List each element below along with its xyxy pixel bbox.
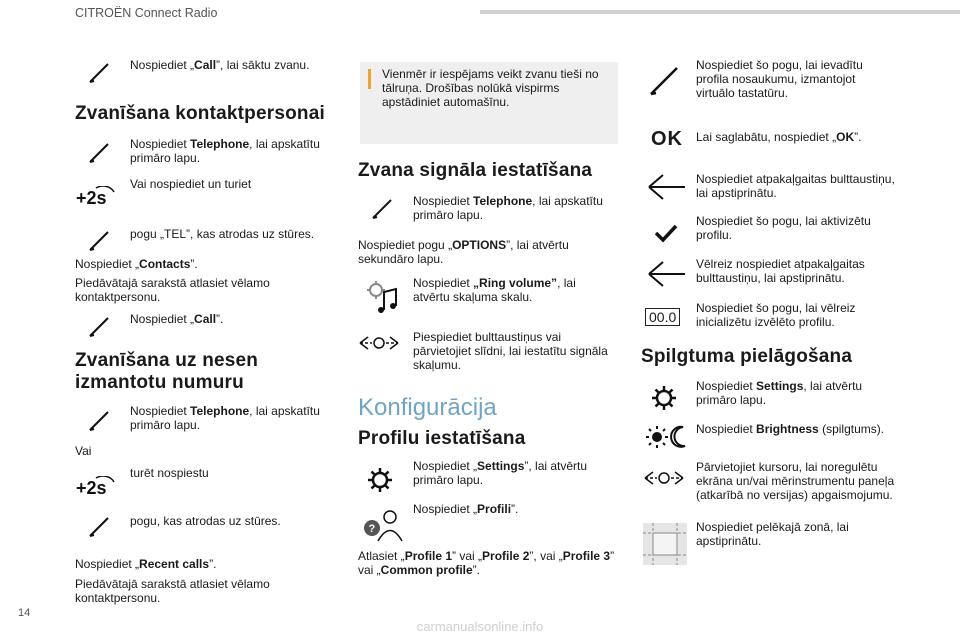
text-button-steering: pogu, kas atrodas uz stūres. [130, 514, 281, 528]
text-press-call: Nospiediet „Call”, lai sāktu zvanu. [130, 58, 310, 72]
text-reset-profile: Nospiediet šo pogu, lai vēlreiz inicializētu izvēlēto profilu. [696, 301, 856, 329]
back-arrow-icon [647, 259, 687, 289]
text-enter-profile-name: Nospiediet šo pogu, lai ievadītu profila nosaukumu, izmantojot virtuālo tastatūru. [696, 58, 863, 100]
text-tel-button-steering: pogu „TEL”, kas atrodas uz stūres. [130, 227, 315, 241]
text-press-telephone-2: Nospiediet Telephone, lai apskatītu primāro lapu. [130, 404, 320, 432]
back-arrow-icon [647, 172, 687, 202]
press-hold-2s-icon [76, 186, 116, 210]
pencil-icon [88, 62, 112, 84]
pencil-icon [88, 230, 112, 252]
pencil-icon [647, 64, 681, 98]
settings-gear-icon [366, 466, 394, 494]
text-move-cursor-brightness: Pārvietojiet kursoru, lai noregulētu ekrāna un/vai mērinstrumentu paneļa (atkarībā no versijas) apgaismojumu. [696, 460, 895, 502]
brightness-icon [645, 424, 689, 450]
manual-header-title: CITROËN Connect Radio [75, 6, 218, 20]
slider-arrows-icon [643, 468, 685, 488]
pencil-icon [88, 516, 112, 538]
text-hold-pressed: turēt nospiestu [130, 466, 209, 480]
text-select-profile: Atlasiet „Profile 1” vai „Profile 2”, vai „Profile 3” vai „Common profile”. [358, 549, 615, 577]
watermark: carmanualsonline.info [416, 619, 544, 634]
info-note-marker [368, 69, 371, 89]
heading-recent-number: Zvanīšana uz nesen izmantotu numuru [75, 350, 259, 393]
checkmark-icon [654, 223, 678, 243]
text-press-recent-calls: Nospiediet „Recent calls”. [75, 557, 217, 571]
text-press-profili: Nospiediet „Profili”. [413, 502, 519, 516]
svg-text:+2s: +2s [76, 478, 107, 498]
text-press-arrows-slider: Piespiediet bulttaustiņus vai pārvietojiet slīdni, lai iestatītu signāla skaļumu. [413, 330, 608, 372]
text-press-back-confirm: Nospiediet atpakaļgaitas bulttaustiņu, lai apstiprinātu. [696, 172, 895, 200]
text-press-settings: Nospiediet „Settings”, lai atvērtu primāro lapu. [413, 459, 588, 487]
text-press-settings-2: Nospiediet Settings, lai atvērtu primāro lapu. [696, 379, 863, 407]
header-divider [480, 10, 960, 14]
text-press-grey-area: Nospiediet pelēkajā zonā, lai apstiprinātu. [696, 520, 849, 548]
svg-text:?: ? [368, 523, 376, 535]
press-hold-2s-icon [76, 476, 116, 500]
text-press-contacts: Nospiediet „Contacts”. [75, 257, 198, 271]
heading-brightness: Spilgtuma pielāgošana [641, 346, 853, 367]
pencil-icon [88, 142, 112, 164]
heading-configuration: Konfigurācija [358, 394, 497, 421]
ok-icon: OK [651, 128, 683, 150]
text-press-ring-volume: Nospiediet „Ring volume”, lai atvērtu skaļuma skalu. [413, 276, 576, 304]
text-press-telephone-3: Nospiediet Telephone, lai apskatītu primāro lapu. [413, 194, 603, 222]
heading-call-contact: Zvanīšana kontaktpersonai [75, 103, 325, 124]
text-press-call-2: Nospiediet „Call”. [130, 312, 224, 326]
text-press-back-again: Vēlreiz nospiediet atpakaļgaitas bulttaustiņu, lai apstiprinātu. [696, 257, 865, 285]
heading-ringtone-settings: Zvana signāla iestatīšana [358, 160, 593, 181]
heading-profile-settings: Profilu iestatīšana [358, 428, 526, 449]
text-press-telephone: Nospiediet Telephone, lai apskatītu primāro lapu. [130, 137, 320, 165]
text-activate-profile: Nospiediet šo pogu, lai aktivizētu profilu. [696, 214, 871, 242]
pencil-icon [371, 198, 395, 220]
text-press-brightness: Nospiediet Brightness (spilgtums). [696, 422, 885, 436]
text-select-contact-2: Piedāvātajā sarakstā atlasiet vēlamo kontaktpersonu. [75, 577, 270, 605]
grey-area-icon [641, 521, 689, 567]
text-select-contact: Piedāvātajā sarakstā atlasiet vēlamo kontaktpersonu. [75, 276, 270, 304]
profile-help-icon [362, 508, 410, 542]
info-note-text: Vienmēr ir iespējams veikt zvanu tieši no tālruņa. Drošības nolūkā vispirms apstādiniet automašīnu. [382, 67, 599, 109]
text-or: Vai [75, 444, 92, 458]
pencil-icon [88, 410, 112, 432]
text-press-options: Nospiediet pogu „OPTIONS”, lai atvērtu sekundāro lapu. [358, 238, 569, 266]
reset-profile-icon: 00.0 [645, 308, 680, 326]
pencil-icon [88, 316, 112, 338]
settings-gear-icon [650, 384, 678, 412]
text-press-ok: Lai saglabātu, nospiediet „OK”. [696, 130, 862, 144]
text-or-press-hold: Vai nospiediet un turiet [130, 177, 252, 191]
page-number: 14 [18, 607, 31, 619]
settings-music-icon [366, 280, 400, 314]
slider-arrows-icon [358, 333, 400, 353]
svg-text:+2s: +2s [76, 188, 107, 208]
